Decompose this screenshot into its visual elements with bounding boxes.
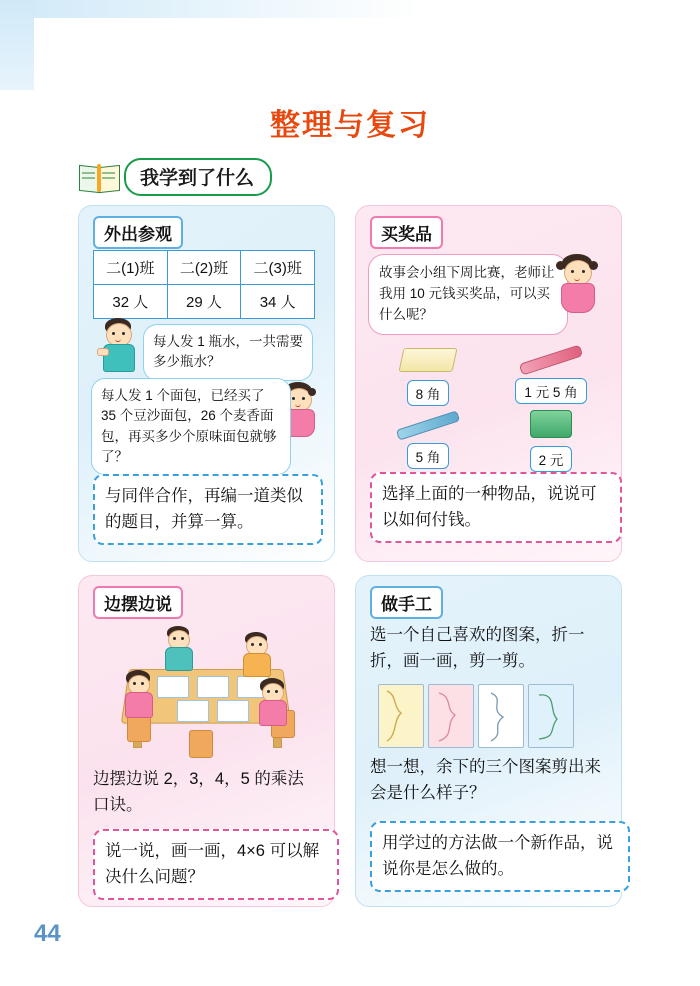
activity-note: 说一说，画一画，4×6 可以解决什么问题？ [93, 829, 339, 900]
price-label: 1 元 5 角 [515, 378, 586, 404]
table-cell: 29 人 [167, 285, 241, 319]
pencil-icon [396, 410, 460, 440]
card-field-trip [78, 205, 335, 562]
top-decoration-band [0, 0, 700, 18]
page-title: 整理与复习 [270, 109, 430, 142]
paper-strip-pink [428, 684, 474, 748]
kid-character [159, 626, 197, 672]
card-handicraft [355, 575, 622, 907]
card-title: 外出参观 [93, 216, 183, 249]
paper-strips-illustration [378, 684, 593, 746]
page-number: 44 [34, 920, 61, 947]
open-book-icon [78, 162, 120, 192]
class-count-table [93, 250, 315, 319]
speech-bubble-girl: 每人发 1 个面包，已经买了 35 个豆沙面包，26 个麦香面包，再买多少个原味面包就够了？ [91, 378, 291, 475]
price-label: 2 元 [530, 446, 573, 472]
kid-character [237, 632, 275, 678]
table-row [94, 251, 315, 285]
speech-bubble-boy: 每人发 1 瓶水，一共需要多少瓶水？ [143, 324, 313, 381]
girl-character [552, 254, 604, 316]
prize-item-pen [496, 348, 606, 404]
paper-strip-white [478, 684, 524, 748]
section-header [78, 160, 272, 194]
table-header-cell: 二(2)班 [167, 251, 241, 285]
price-label: 5 角 [407, 443, 450, 469]
card-text-top: 选一个自己喜欢的图案，折一折，画一画，剪一剪。 [370, 626, 585, 671]
activity-note: 用学过的方法做一个新作品，说说你是怎么做的。 [370, 821, 630, 892]
table-cell: 34 人 [241, 285, 315, 319]
thought-bubble: 故事会小组下周比赛，老师让我用 10 元钱买奖品，可以买什么呢？ [368, 254, 568, 335]
table-row [94, 285, 315, 319]
price-label: 8 角 [407, 380, 450, 406]
classroom-scene [101, 618, 311, 760]
card-text: 边摆边说 2，3，4，5 的乘法口诀。 [93, 770, 304, 815]
table-cell: 32 人 [94, 285, 168, 319]
card-title: 做手工 [370, 586, 443, 619]
card-text-bottom: 想一想，余下的三个图案剪出来会是什么样子？ [370, 758, 601, 803]
activity-note: 与同伴合作，再编一道类似的题目，并算一算。 [93, 474, 323, 545]
left-decoration-band [0, 0, 34, 90]
table-header-cell: 二(3)班 [241, 251, 315, 285]
card-title: 买奖品 [370, 216, 443, 249]
card-title: 边摆边说 [93, 586, 183, 619]
pen-icon [519, 344, 584, 375]
section-label: 我学到了什么 [124, 158, 272, 196]
paper-strip-blue [528, 684, 574, 748]
activity-note: 选择上面的一种物品，说说可以如何付钱。 [370, 472, 622, 543]
prize-item-sharpener [496, 410, 606, 472]
eraser-icon [398, 348, 457, 372]
card-say-while-arranging [78, 575, 335, 907]
card-buy-prizes [355, 205, 622, 562]
paper-strip-yellow [378, 684, 424, 748]
prize-item-pencil [378, 414, 478, 469]
kid-character [119, 670, 157, 718]
table-header-cell: 二(1)班 [94, 251, 168, 285]
prize-item-eraser [378, 348, 478, 406]
boy-character [95, 318, 143, 372]
sharpener-icon [530, 410, 572, 438]
kid-character [253, 678, 291, 726]
